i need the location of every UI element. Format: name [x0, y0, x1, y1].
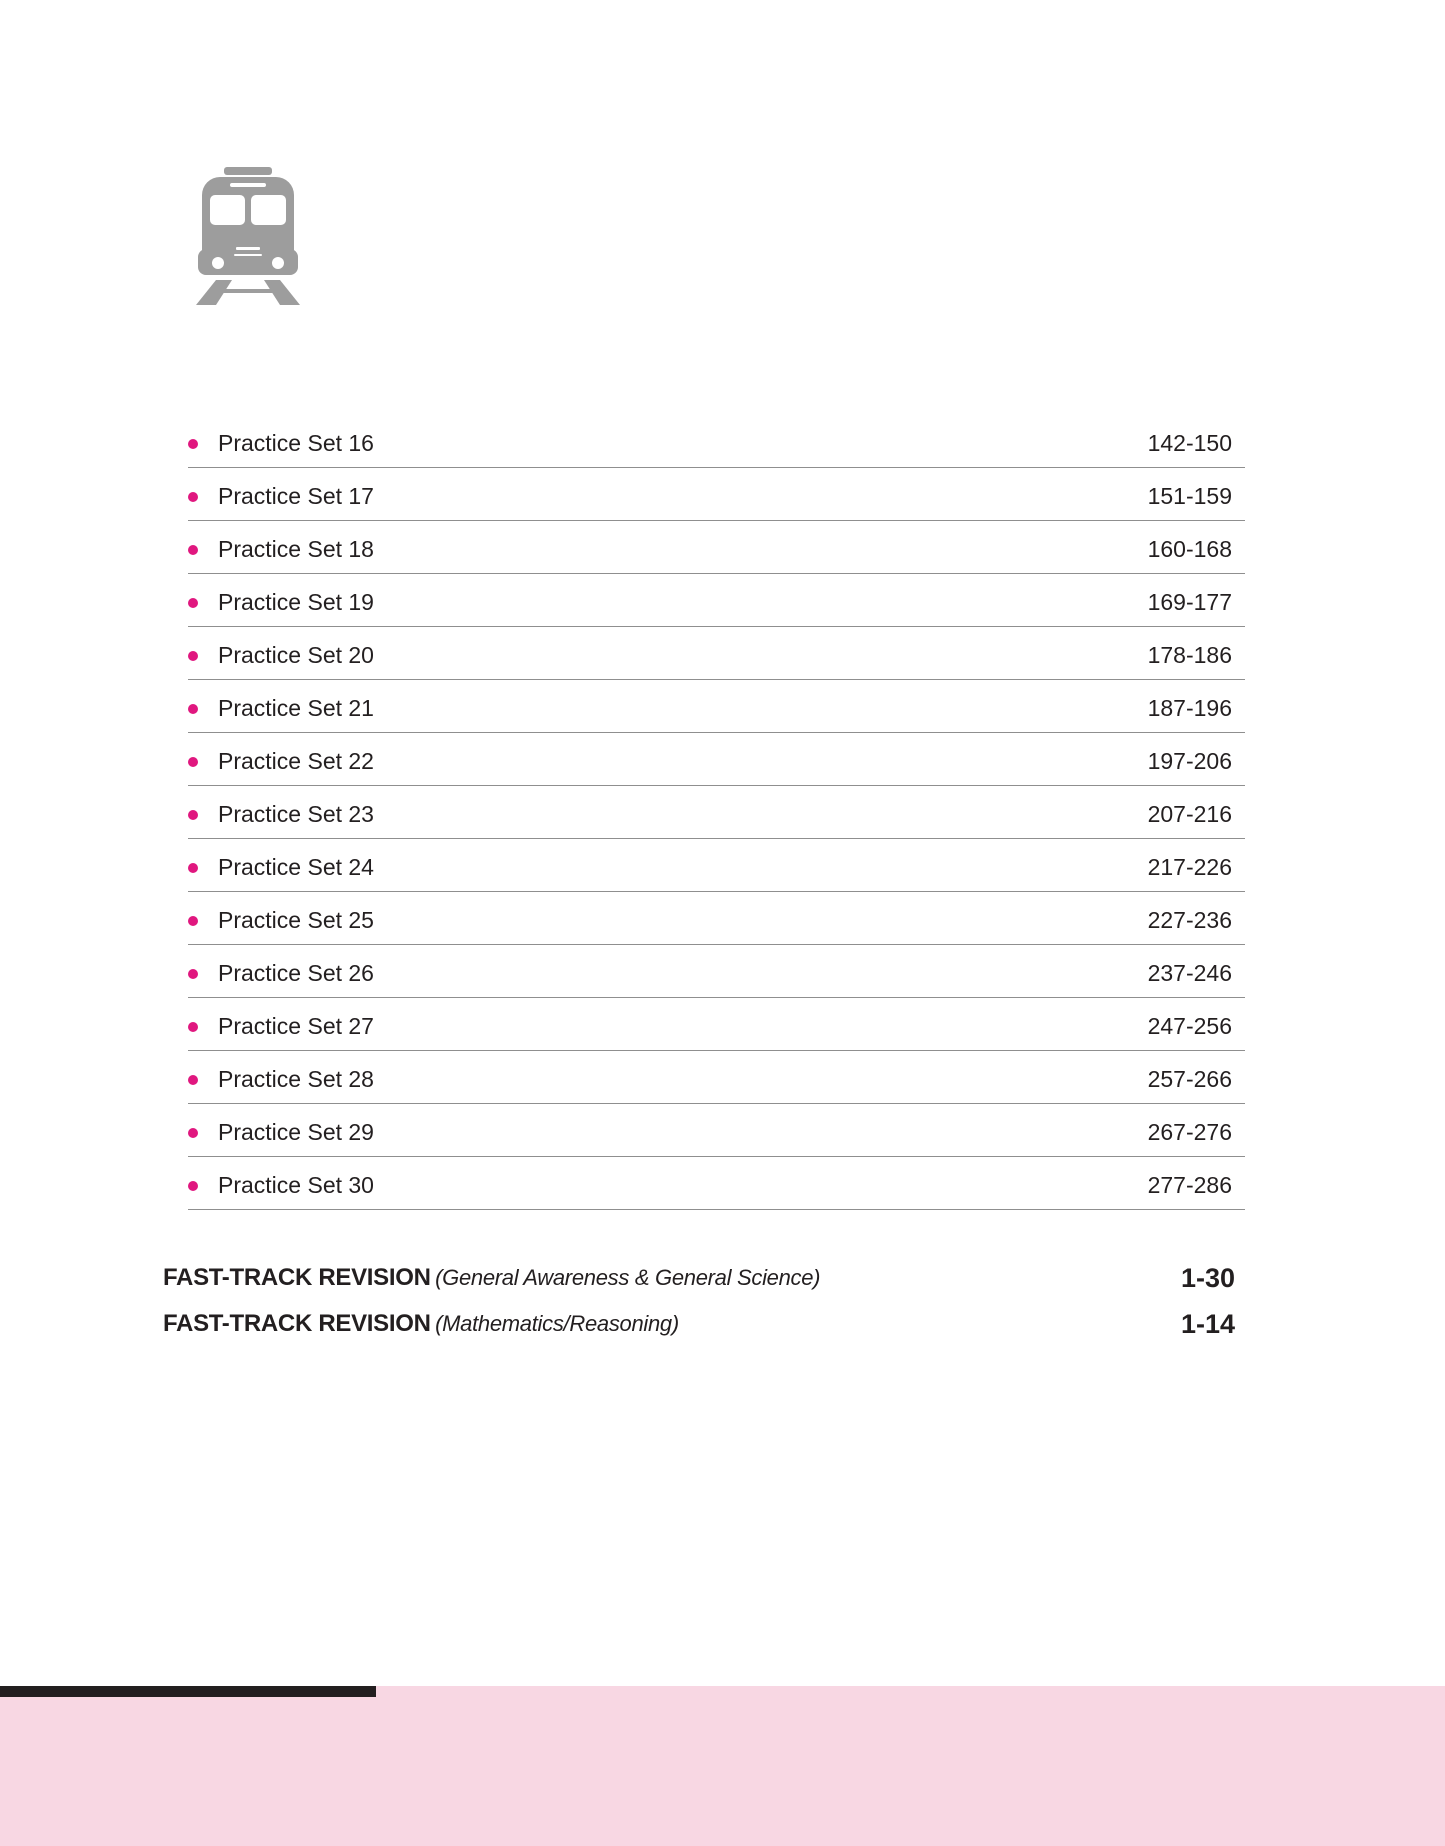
bullet-dot-icon: [188, 757, 198, 767]
toc-row: [188, 733, 1245, 786]
bullet-dot-icon: [188, 969, 198, 979]
toc-row: [188, 892, 1245, 945]
toc-row: [188, 415, 1245, 468]
bullet-dot-icon: [188, 1022, 198, 1032]
toc-item-label: Practice Set 16: [218, 430, 374, 456]
toc-row: [188, 839, 1245, 892]
revision-title: FAST-TRACK REVISION: [163, 1264, 431, 1291]
toc-item-pages: 142-150: [1147, 430, 1232, 456]
train-icon: [196, 165, 300, 305]
toc-item-label: Practice Set 20: [218, 642, 374, 668]
toc-item-pages: 247-256: [1147, 1013, 1232, 1039]
toc-item-label: Practice Set 30: [218, 1172, 374, 1198]
revision-entry-maths: [163, 1304, 1235, 1344]
bullet-dot-icon: [188, 1075, 198, 1085]
bullet-dot-icon: [188, 863, 198, 873]
bullet-dot-icon: [188, 1181, 198, 1191]
toc-item-pages: 217-226: [1147, 854, 1232, 880]
toc-item-pages: 227-236: [1147, 907, 1232, 933]
bullet-dot-icon: [188, 545, 198, 555]
toc-item-pages: 197-206: [1147, 748, 1232, 774]
toc-row: [188, 627, 1245, 680]
toc-item-label: Practice Set 23: [218, 801, 374, 827]
toc-item-label: Practice Set 28: [218, 1066, 374, 1092]
toc-item-label: Practice Set 26: [218, 960, 374, 986]
toc-row: [188, 786, 1245, 839]
toc-item-pages: 178-186: [1147, 642, 1232, 668]
bullet-dot-icon: [188, 492, 198, 502]
toc-row: [188, 998, 1245, 1051]
toc-item-label: Practice Set 24: [218, 854, 374, 880]
toc-item-pages: 257-266: [1147, 1066, 1232, 1092]
toc-row: [188, 521, 1245, 574]
revision-pages: 1-14: [1180, 1309, 1235, 1339]
toc-item-pages: 169-177: [1147, 589, 1232, 615]
revision-subtitle: (Mathematics/Reasoning): [435, 1311, 679, 1336]
bullet-dot-icon: [188, 439, 198, 449]
toc-item-label: Practice Set 17: [218, 483, 374, 509]
bullet-dot-icon: [188, 916, 198, 926]
toc-item-label: Practice Set 19: [218, 589, 374, 615]
bullet-dot-icon: [188, 810, 198, 820]
bullet-dot-icon: [188, 598, 198, 608]
toc-item-pages: 207-216: [1147, 801, 1232, 827]
toc-item-label: Practice Set 22: [218, 748, 374, 774]
toc-row: [188, 468, 1245, 521]
bullet-dot-icon: [188, 651, 198, 661]
toc-row: [188, 574, 1245, 627]
toc-row: [188, 1051, 1245, 1104]
toc-item-pages: 237-246: [1147, 960, 1232, 986]
toc-row: [188, 945, 1245, 998]
toc-item-pages: 160-168: [1147, 536, 1232, 562]
revision-entry-general: [163, 1258, 1235, 1298]
toc-item-label: Practice Set 25: [218, 907, 374, 933]
toc-item-pages: 187-196: [1147, 695, 1232, 721]
toc-item-label: Practice Set 18: [218, 536, 374, 562]
toc-item-label: Practice Set 21: [218, 695, 374, 721]
footer-band: [0, 1686, 1445, 1846]
revision-pages: 1-30: [1180, 1263, 1235, 1293]
toc-item-label: Practice Set 29: [218, 1119, 374, 1145]
toc-item-pages: 267-276: [1147, 1119, 1232, 1145]
bullet-dot-icon: [188, 1128, 198, 1138]
toc-row: [188, 1157, 1245, 1210]
revision-subtitle: (General Awareness & General Science): [435, 1265, 821, 1290]
toc-row: [188, 1104, 1245, 1157]
bullet-dot-icon: [188, 704, 198, 714]
toc-item-pages: 277-286: [1147, 1172, 1232, 1198]
toc-list: [188, 415, 1245, 1210]
toc-row: [188, 680, 1245, 733]
footer-bar: [0, 1686, 376, 1697]
revision-title: FAST-TRACK REVISION: [163, 1310, 431, 1337]
toc-item-label: Practice Set 27: [218, 1013, 374, 1039]
toc-item-pages: 151-159: [1147, 483, 1232, 509]
